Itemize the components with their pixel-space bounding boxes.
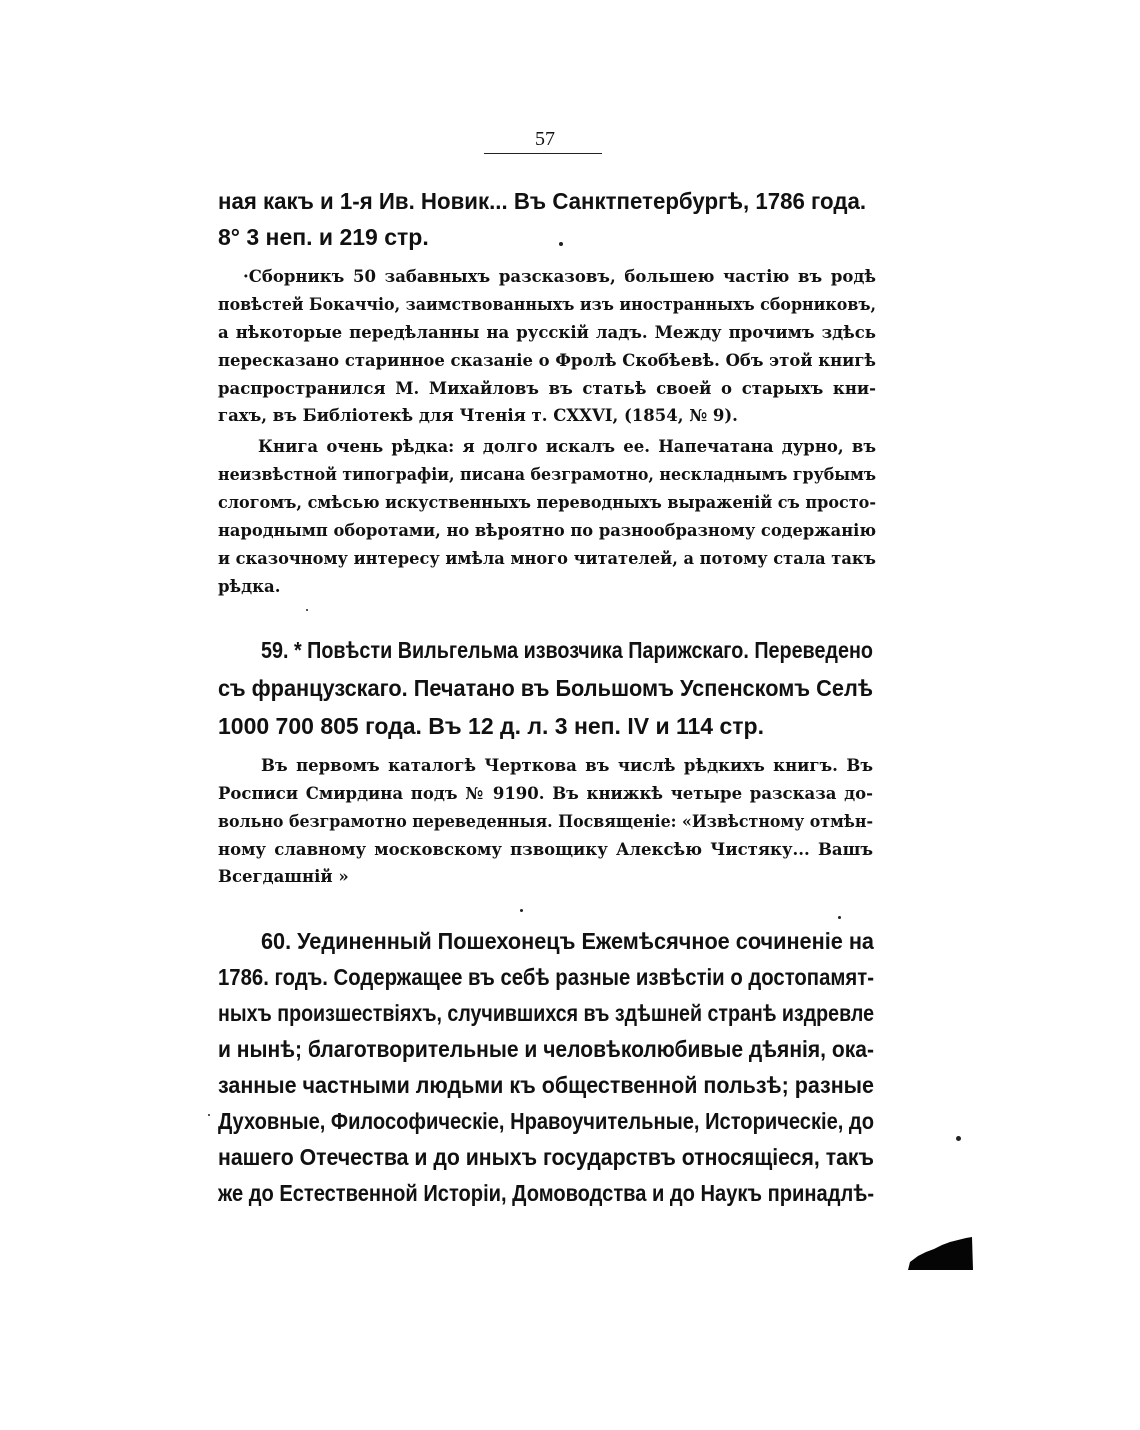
entry59-heading-line-1: 59. * Повѣсти Вильгельма извозчика Парижскаго. Переведено bbox=[261, 637, 873, 663]
scan-speck bbox=[838, 916, 841, 919]
entry59-para-line-2: Росписи Смирдина подъ № 9190. Въ книжкѣ четыре разсказа до- bbox=[218, 784, 873, 803]
entry59-para-line-4: ному славному московскому пзвощику Алексѣю Чистяку... Вашъ bbox=[218, 840, 873, 859]
entry58-para1-line-4: пересказано старинное сказаніе о Фролѣ Скобѣевѣ. Объ этой книгѣ bbox=[218, 351, 876, 370]
entry58-para2-line-3: слогомъ, смѣсью искуственныхъ переводныхъ выраженій съ просто- bbox=[218, 493, 877, 512]
entry58-para1-line-3: а нѣкоторые передѣланны на русскій ладъ. Между прочимъ здѣсь bbox=[218, 323, 876, 342]
entry58-para2-line-2: неизвѣстной типографіи, писана безграмотно, нескладнымъ грубымъ bbox=[218, 465, 876, 484]
entry58-para1-line-1: ·Сборникъ 50 забавныхъ разсказовъ, большею частію въ родѣ bbox=[243, 267, 876, 286]
page-number: 57 bbox=[535, 128, 555, 150]
scan-speck bbox=[956, 1136, 961, 1141]
entry58-para1-line-5: распространился М. Михайловъ въ статьѣ своей о старыхъ кни- bbox=[218, 379, 876, 398]
scan-speck bbox=[559, 242, 563, 246]
entry58-heading-line-2: 8° 3 неп. и 219 стр. bbox=[218, 224, 429, 250]
entry59-para-line-1: Въ первомъ каталогѣ Черткова въ числѣ рѣдкихъ книгъ. Въ bbox=[261, 756, 873, 775]
entry59-heading-line-3: 1000 700 805 года. Въ 12 д. л. 3 неп. IV и 114 стр. bbox=[218, 713, 764, 739]
scan-ink-blot bbox=[906, 1236, 974, 1272]
page-number-rule bbox=[484, 153, 602, 154]
entry58-para2-line-5: и сказочному интересу имѣла много читателей, а потому стала такъ bbox=[218, 549, 876, 568]
scan-speck bbox=[520, 909, 523, 912]
entry58-heading-line-1: ная какъ и 1-я Ив. Новик... Въ Санктпетербургѣ, 1786 года. bbox=[218, 188, 867, 214]
entry60-heading-line-7: нашего Отечества и до иныхъ государствъ относящіеся, такъ bbox=[218, 1144, 875, 1170]
entry60-heading-line-8: же до Естественной Исторіи, Домоводства и до Наукъ принадлѣ- bbox=[218, 1180, 875, 1206]
scan-speck bbox=[208, 1114, 210, 1116]
entry60-heading-line-6: Духовные, Философическіе, Нравоучительные, Историческіе, до bbox=[218, 1108, 874, 1134]
entry58-para2-line-4: народнымп оборотами, но вѣроятно по разнообразному содержанію bbox=[218, 521, 877, 540]
entry58-para1-line-6: гахъ, въ Библіотекѣ для Чтенія т. CXXVI, (1854, № 9). bbox=[218, 406, 738, 425]
entry60-heading-line-3: ныхъ произшествіяхъ, случившихся въ здѣшней странѣ издревле bbox=[218, 1000, 874, 1026]
entry60-heading-line-1: 60. Уединенный Пошехонецъ Ежемѣсячное сочиненіе на bbox=[261, 928, 874, 954]
entry59-heading-line-2: съ французскаго. Печатано въ Большомъ Успенскомъ Селѣ bbox=[218, 675, 874, 701]
entry60-heading-line-2: 1786. годъ. Содержащее въ себѣ разные извѣстіи о достопамят- bbox=[218, 964, 874, 990]
entry59-para-line-3: вольно безграмотно переведенныя. Посвященіе: «Извѣстному отмѣн- bbox=[218, 812, 874, 831]
scan-speck bbox=[306, 609, 308, 611]
entry59-para-line-5: Всегдашній » bbox=[218, 867, 349, 886]
entry58-para2-line-1: Книга очень рѣдка: я долго искалъ ее. Напечатана дурно, въ bbox=[258, 437, 876, 456]
entry58-para1-line-2: повѣстей Бокаччіо, заимствованныхъ изъ иностранныхъ сборниковъ, bbox=[218, 295, 876, 314]
entry58-para2-line-6: рѣдка. bbox=[218, 577, 281, 596]
entry60-heading-line-5: занные частными людьми къ общественной пользѣ; разные bbox=[218, 1072, 874, 1098]
entry60-heading-line-4: и нынѣ; благотворительные и человѣколюбивые дѣянія, ока- bbox=[218, 1036, 874, 1062]
